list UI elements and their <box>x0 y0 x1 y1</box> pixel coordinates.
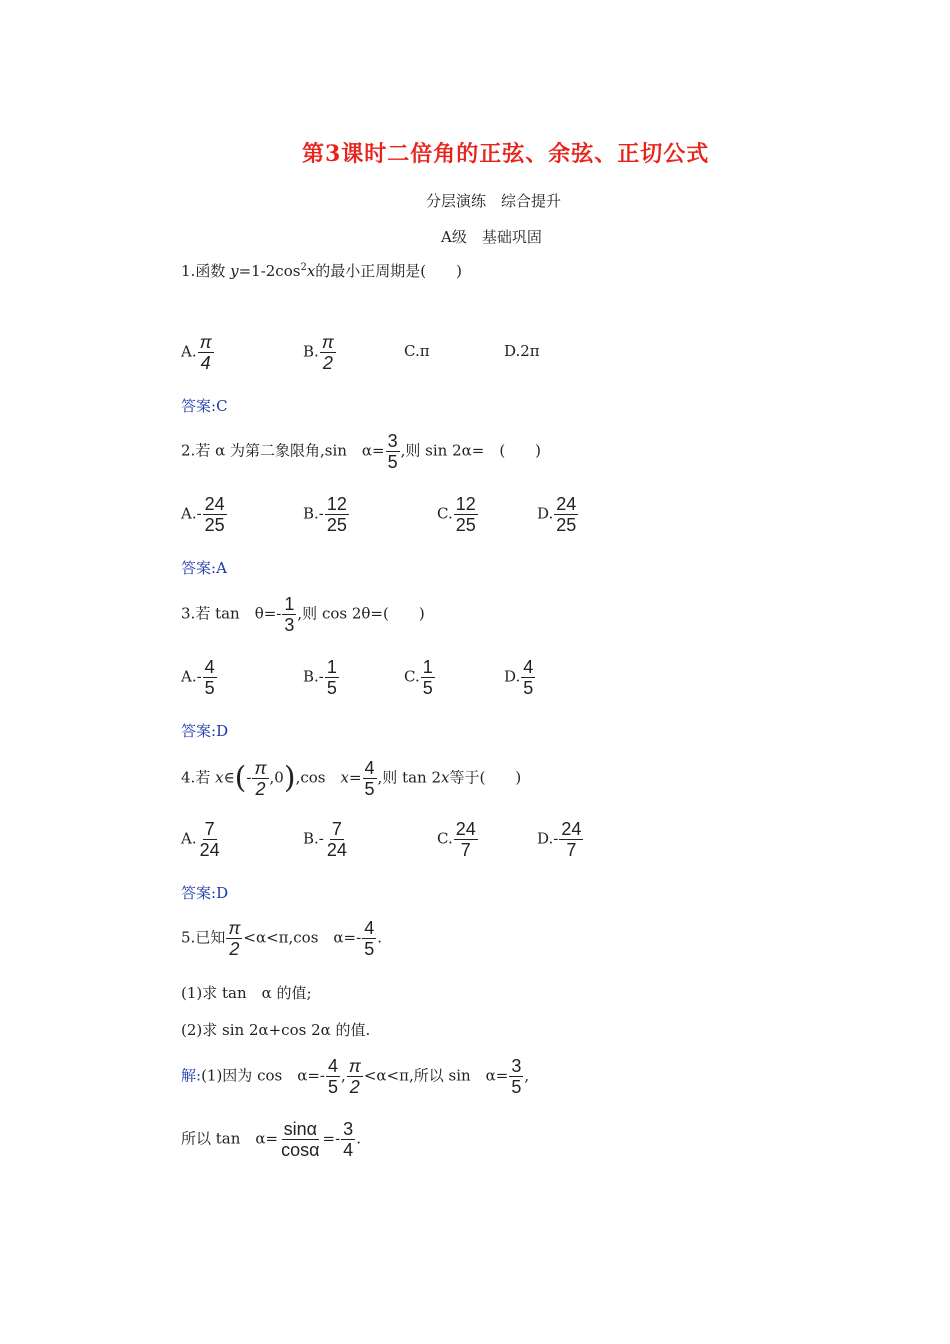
q1-answer: 答案:C <box>181 397 228 415</box>
fraction: $\frac{\pi}{2}$ <box>321 332 334 373</box>
fraction: $\frac{7}{24}$ <box>199 819 220 860</box>
fraction: $\frac{24}{25}$ <box>556 494 577 535</box>
subtitle: 分层演练 综合提升 <box>426 192 562 210</box>
q5-part-2: (2)求 sin 2α+cos 2α 的值. <box>181 1021 371 1039</box>
q4-option-a: A. $\frac{7}{24}$ <box>181 819 220 860</box>
q4-option-b: B.- $\frac{7}{24}$ <box>303 819 347 860</box>
question-3: 3.若 tan θ=- $\frac{1}{3}$ ,则 cos 2θ=( ) <box>181 594 425 635</box>
fraction: $\frac{4}{5}$ <box>364 918 375 959</box>
fraction: $\frac{\sin\alpha}{\cos\alpha}$ <box>281 1119 320 1160</box>
q3-option-b: B.- $\frac{1}{5}$ <box>303 657 337 698</box>
solution-line-1: 解:(1)因为 cos α=- $\frac{4}{5}$ , $\frac{\pi}{2}$ <α<π,所以 sin α= $\frac{3}{5}$ , <box>181 1056 530 1097</box>
fraction: $\frac{\pi}{4}$ <box>199 332 212 373</box>
fraction: $\frac{3}{5}$ <box>387 431 398 472</box>
q2-option-a: A.- $\frac{24}{25}$ <box>181 494 225 535</box>
q1-option-c: C.π <box>404 342 430 360</box>
level-heading: A级 基础巩固 <box>441 228 542 246</box>
q4-option-d: D.- $\frac{24}{7}$ <box>537 819 582 860</box>
q2-option-d: D. $\frac{24}{25}$ <box>537 494 577 535</box>
fraction: $\frac{\pi}{2}$ <box>254 758 267 799</box>
q5-part-1: (1)求 tan α 的值; <box>181 984 312 1002</box>
fraction: $\frac{7}{24}$ <box>326 819 347 860</box>
fraction: $\frac{4}{5}$ <box>204 657 215 698</box>
fraction: $\frac{3}{4}$ <box>343 1119 354 1160</box>
fraction: $\frac{4}{5}$ <box>523 657 534 698</box>
fraction: $\frac{3}{5}$ <box>511 1056 522 1097</box>
fraction: $\frac{12}{25}$ <box>455 494 476 535</box>
fraction: $\frac{\pi}{2}$ <box>348 1056 361 1097</box>
question-1: 1.函数 $y=1-2\cos^2x$的最小正周期是( ) <box>181 262 462 280</box>
fraction: $\frac{4}{5}$ <box>327 1056 338 1097</box>
question-2: 2.若 α 为第二象限角,sin α= $\frac{3}{5}$ ,则 sin 2α= ( ) <box>181 431 542 472</box>
q3-answer: 答案:D <box>181 722 229 740</box>
fraction: $\frac{24}{7}$ <box>455 819 476 860</box>
fraction: $\frac{1}{5}$ <box>326 657 337 698</box>
q1-option-b: B. $\frac{\pi}{2}$ <box>303 332 334 373</box>
q3-option-a: A.- $\frac{4}{5}$ <box>181 657 215 698</box>
fraction: $\frac{12}{25}$ <box>326 494 347 535</box>
fraction: $\frac{1}{5}$ <box>422 657 433 698</box>
q2-option-c: C. $\frac{12}{25}$ <box>437 494 476 535</box>
q2-option-b: B.- $\frac{12}{25}$ <box>303 494 347 535</box>
q2-answer: 答案:A <box>181 559 227 577</box>
q1-option-d: D.2π <box>504 342 540 360</box>
q4-answer: 答案:D <box>181 884 229 902</box>
fraction: $\frac{24}{7}$ <box>561 819 582 860</box>
q3-option-c: C. $\frac{1}{5}$ <box>404 657 433 698</box>
q1-option-a: A. $\frac{\pi}{4}$ <box>181 332 212 373</box>
question-5: 5.已知 $\frac{\pi}{2}$ <α<π,cos α=- $\frac{4}{5}$ . <box>181 918 382 959</box>
q3-option-d: D. $\frac{4}{5}$ <box>504 657 534 698</box>
question-4: 4.若 x∈(- $\frac{\pi}{2}$ ,0),cos x= $\frac{4}{5}$ ,则 tan 2x等于( ) <box>181 758 522 799</box>
fraction: $\frac{4}{5}$ <box>364 758 375 799</box>
solution-line-2: 所以 tan α= $\frac{\sin\alpha}{\cos\alpha}$ =- $\frac{3}{4}$ . <box>181 1119 361 1160</box>
fraction: $\frac{24}{25}$ <box>204 494 225 535</box>
page-title: 第3课时二倍角的正弦、余弦、正切公式 <box>302 141 710 167</box>
q4-option-c: C. $\frac{24}{7}$ <box>437 819 476 860</box>
fraction: $\frac{1}{3}$ <box>284 594 295 635</box>
fraction: $\frac{\pi}{2}$ <box>228 918 241 959</box>
